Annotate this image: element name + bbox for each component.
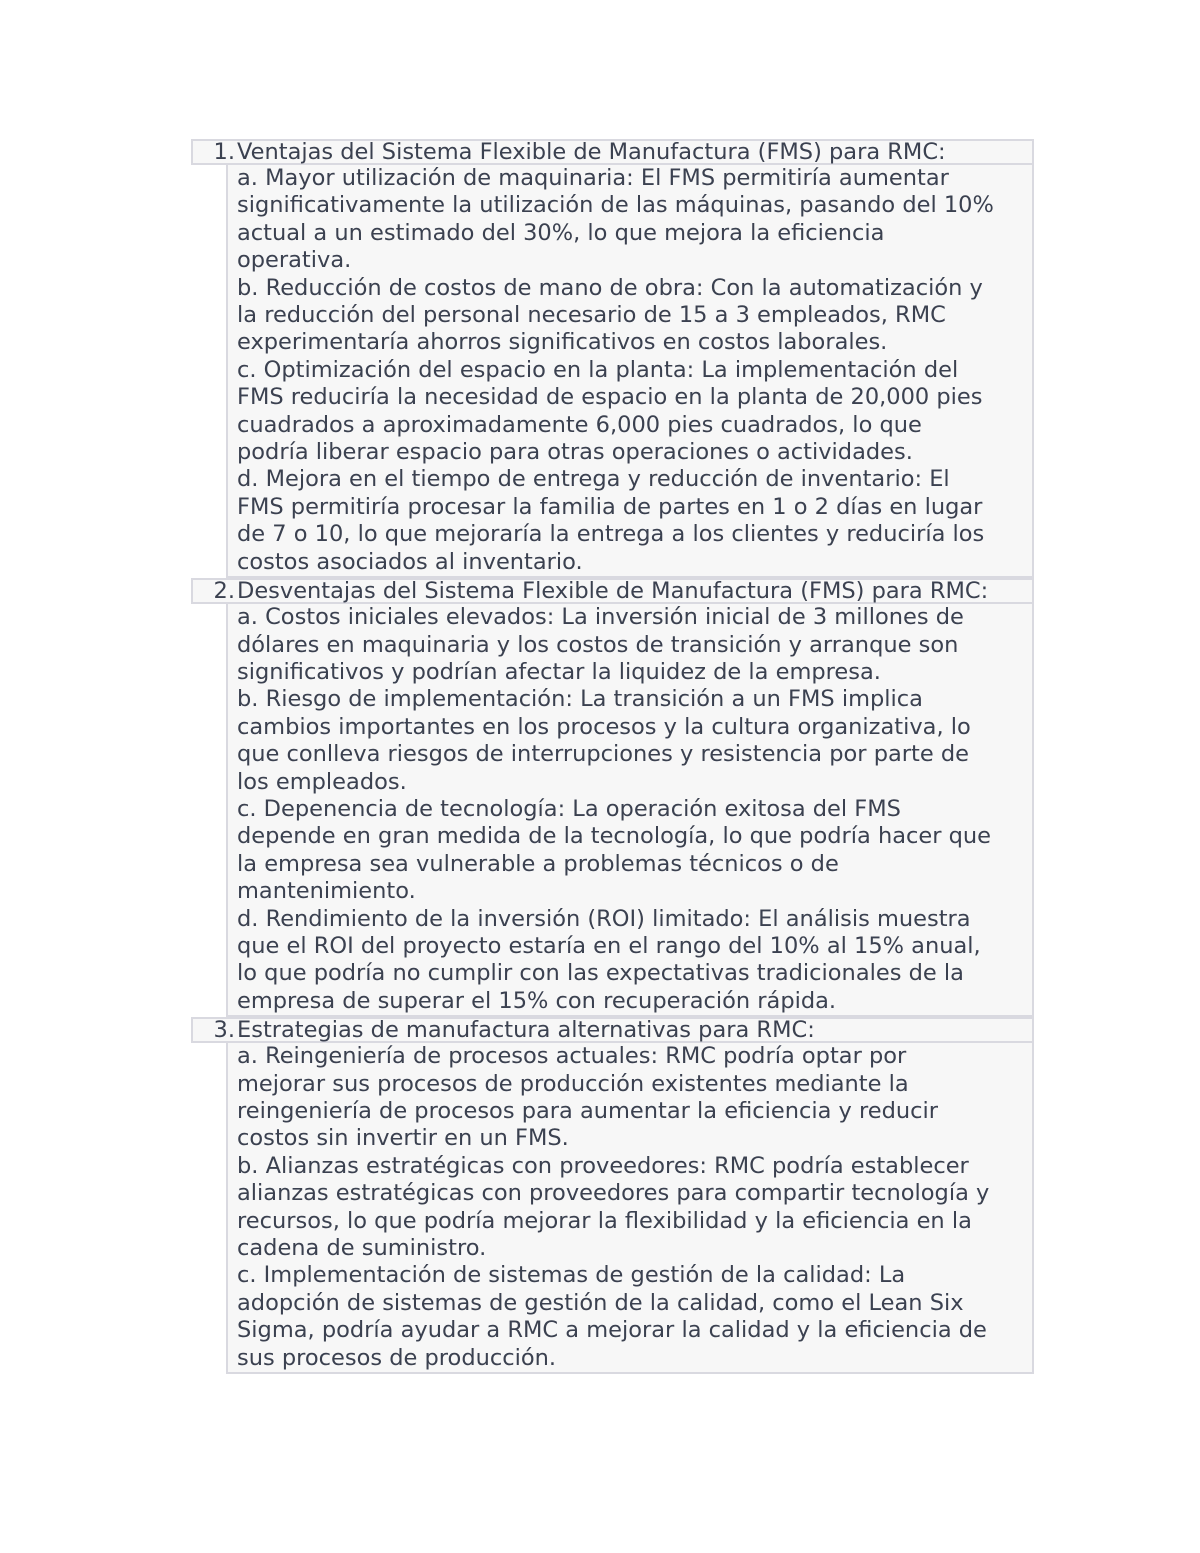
- text-line: de 7 o 10, lo que mejoraría la entrega a los clientes y reduciría los: [237, 521, 985, 548]
- text-line: que el ROI del proyecto estaría en el rango del 10% al 15% anual,: [237, 932, 981, 959]
- text-line: Sigma, podría ayudar a RMC a mejorar la calidad y la eficiencia de: [237, 1317, 987, 1344]
- text-line: a. Mayor utilización de maquinaria: El FMS permitiría aumentar: [237, 165, 949, 191]
- section-body: [226, 604, 1034, 1017]
- text-line: costos asociados al inventario.: [237, 548, 583, 575]
- text-line: a. Reingeniería de procesos actuales: RMC podría optar por: [237, 1043, 907, 1070]
- text-line: mantenimiento.: [237, 878, 416, 905]
- section-estrategias: [191, 1017, 1034, 1374]
- text-line: costos sin invertir en un FMS.: [237, 1125, 569, 1152]
- section-heading: [191, 1017, 1034, 1043]
- text-line: b. Alianzas estratégicas con proveedores: RMC podría establecer: [237, 1152, 969, 1179]
- text-line: adopción de sistemas de gestión de la calidad, como el Lean Six: [237, 1289, 964, 1316]
- section-body: [226, 165, 1034, 578]
- text-line: reingeniería de procesos para aumentar la eficiencia y reducir: [237, 1098, 939, 1124]
- text-line: que conlleva riesgos de interrupciones y resistencia por parte de: [237, 741, 969, 768]
- text-line: b. Reducción de costos de mano de obra: Con la automatización y: [237, 274, 983, 301]
- text-line: actual a un estimado del 30%, lo que mejora la eficiencia: [237, 219, 885, 246]
- text-line: cadena de suministro.: [237, 1235, 487, 1262]
- text-line: la reducción del personal necesario de 15 a 3 empleados, RMC: [237, 302, 946, 329]
- text-line: significativamente la utilización de las máquinas, pasando del 10%: [237, 192, 994, 219]
- text-line: cambios importantes en los procesos y la cultura organizativa, lo: [237, 713, 971, 740]
- text-line: c. Implementación de sistemas de gestión de la calidad: La: [237, 1262, 906, 1289]
- text-line: los empleados.: [237, 768, 407, 795]
- text-line: alianzas estratégicas con proveedores para compartir tecnología y: [237, 1180, 990, 1207]
- text-line: significativos y podrían afectar la liquidez de la empresa.: [237, 658, 881, 685]
- document-list: [191, 139, 1034, 1374]
- text-line: a. Costos iniciales elevados: La inversión inicial de 3 millones de: [237, 604, 964, 631]
- section-heading: [191, 578, 1034, 604]
- section-heading: [191, 139, 1034, 165]
- text-line: dólares en maquinaria y los costos de transición y arranque son: [237, 631, 959, 658]
- section-ventajas: [191, 139, 1034, 578]
- text-line: empresa de superar el 15% con recuperación rápida.: [237, 987, 837, 1014]
- text-line: FMS permitiría procesar la familia de partes en 1 o 2 días en lugar: [237, 493, 983, 520]
- text-line: operativa.: [237, 247, 352, 274]
- text-line: podría liberar espacio para otras operaciones o actividades.: [237, 439, 913, 466]
- text-line: FMS reduciría la necesidad de espacio en la planta de 20,000 pies: [237, 384, 983, 411]
- section-number: 3.: [213, 1017, 235, 1044]
- text-line: sus procesos de producción.: [237, 1344, 557, 1371]
- text-line: cuadrados a aproximadamente 6,000 pies cuadrados, lo que: [237, 411, 922, 438]
- text-line: experimentaría ahorros significativos en costos laborales.: [237, 329, 888, 356]
- text-line: lo que podría no cumplir con las expectativas tradicionales de la: [237, 960, 964, 987]
- text-line: b. Riesgo de implementación: La transición a un FMS implica: [237, 686, 923, 713]
- text-line: d. Rendimiento de la inversión (ROI) limitado: El análisis muestra: [237, 905, 971, 932]
- text-line: c. Depenencia de tecnología: La operación exitosa del FMS: [237, 795, 901, 822]
- text-line: mejorar sus procesos de producción existentes mediante la: [237, 1070, 909, 1097]
- section-title: Ventajas del Sistema Flexible de Manufactura (FMS) para RMC:: [237, 139, 946, 165]
- text-line: depende en gran medida de la tecnología, lo que podría hacer que: [237, 823, 991, 850]
- section-number: 2.: [213, 578, 235, 605]
- text-line: la empresa sea vulnerable a problemas técnicos o de: [237, 850, 839, 877]
- section-number: 1.: [213, 139, 235, 165]
- section-title: Estrategias de manufactura alternativas para RMC:: [237, 1017, 815, 1044]
- text-line: c. Optimización del espacio en la planta: La implementación del: [237, 356, 959, 383]
- section-body: [226, 1043, 1034, 1374]
- section-desventajas: [191, 578, 1034, 1017]
- text-line: recursos, lo que podría mejorar la flexibilidad y la eficiencia en la: [237, 1207, 972, 1234]
- section-title: Desventajas del Sistema Flexible de Manufactura (FMS) para RMC:: [237, 578, 989, 605]
- text-line: d. Mejora en el tiempo de entrega y reducción de inventario: El: [237, 466, 950, 493]
